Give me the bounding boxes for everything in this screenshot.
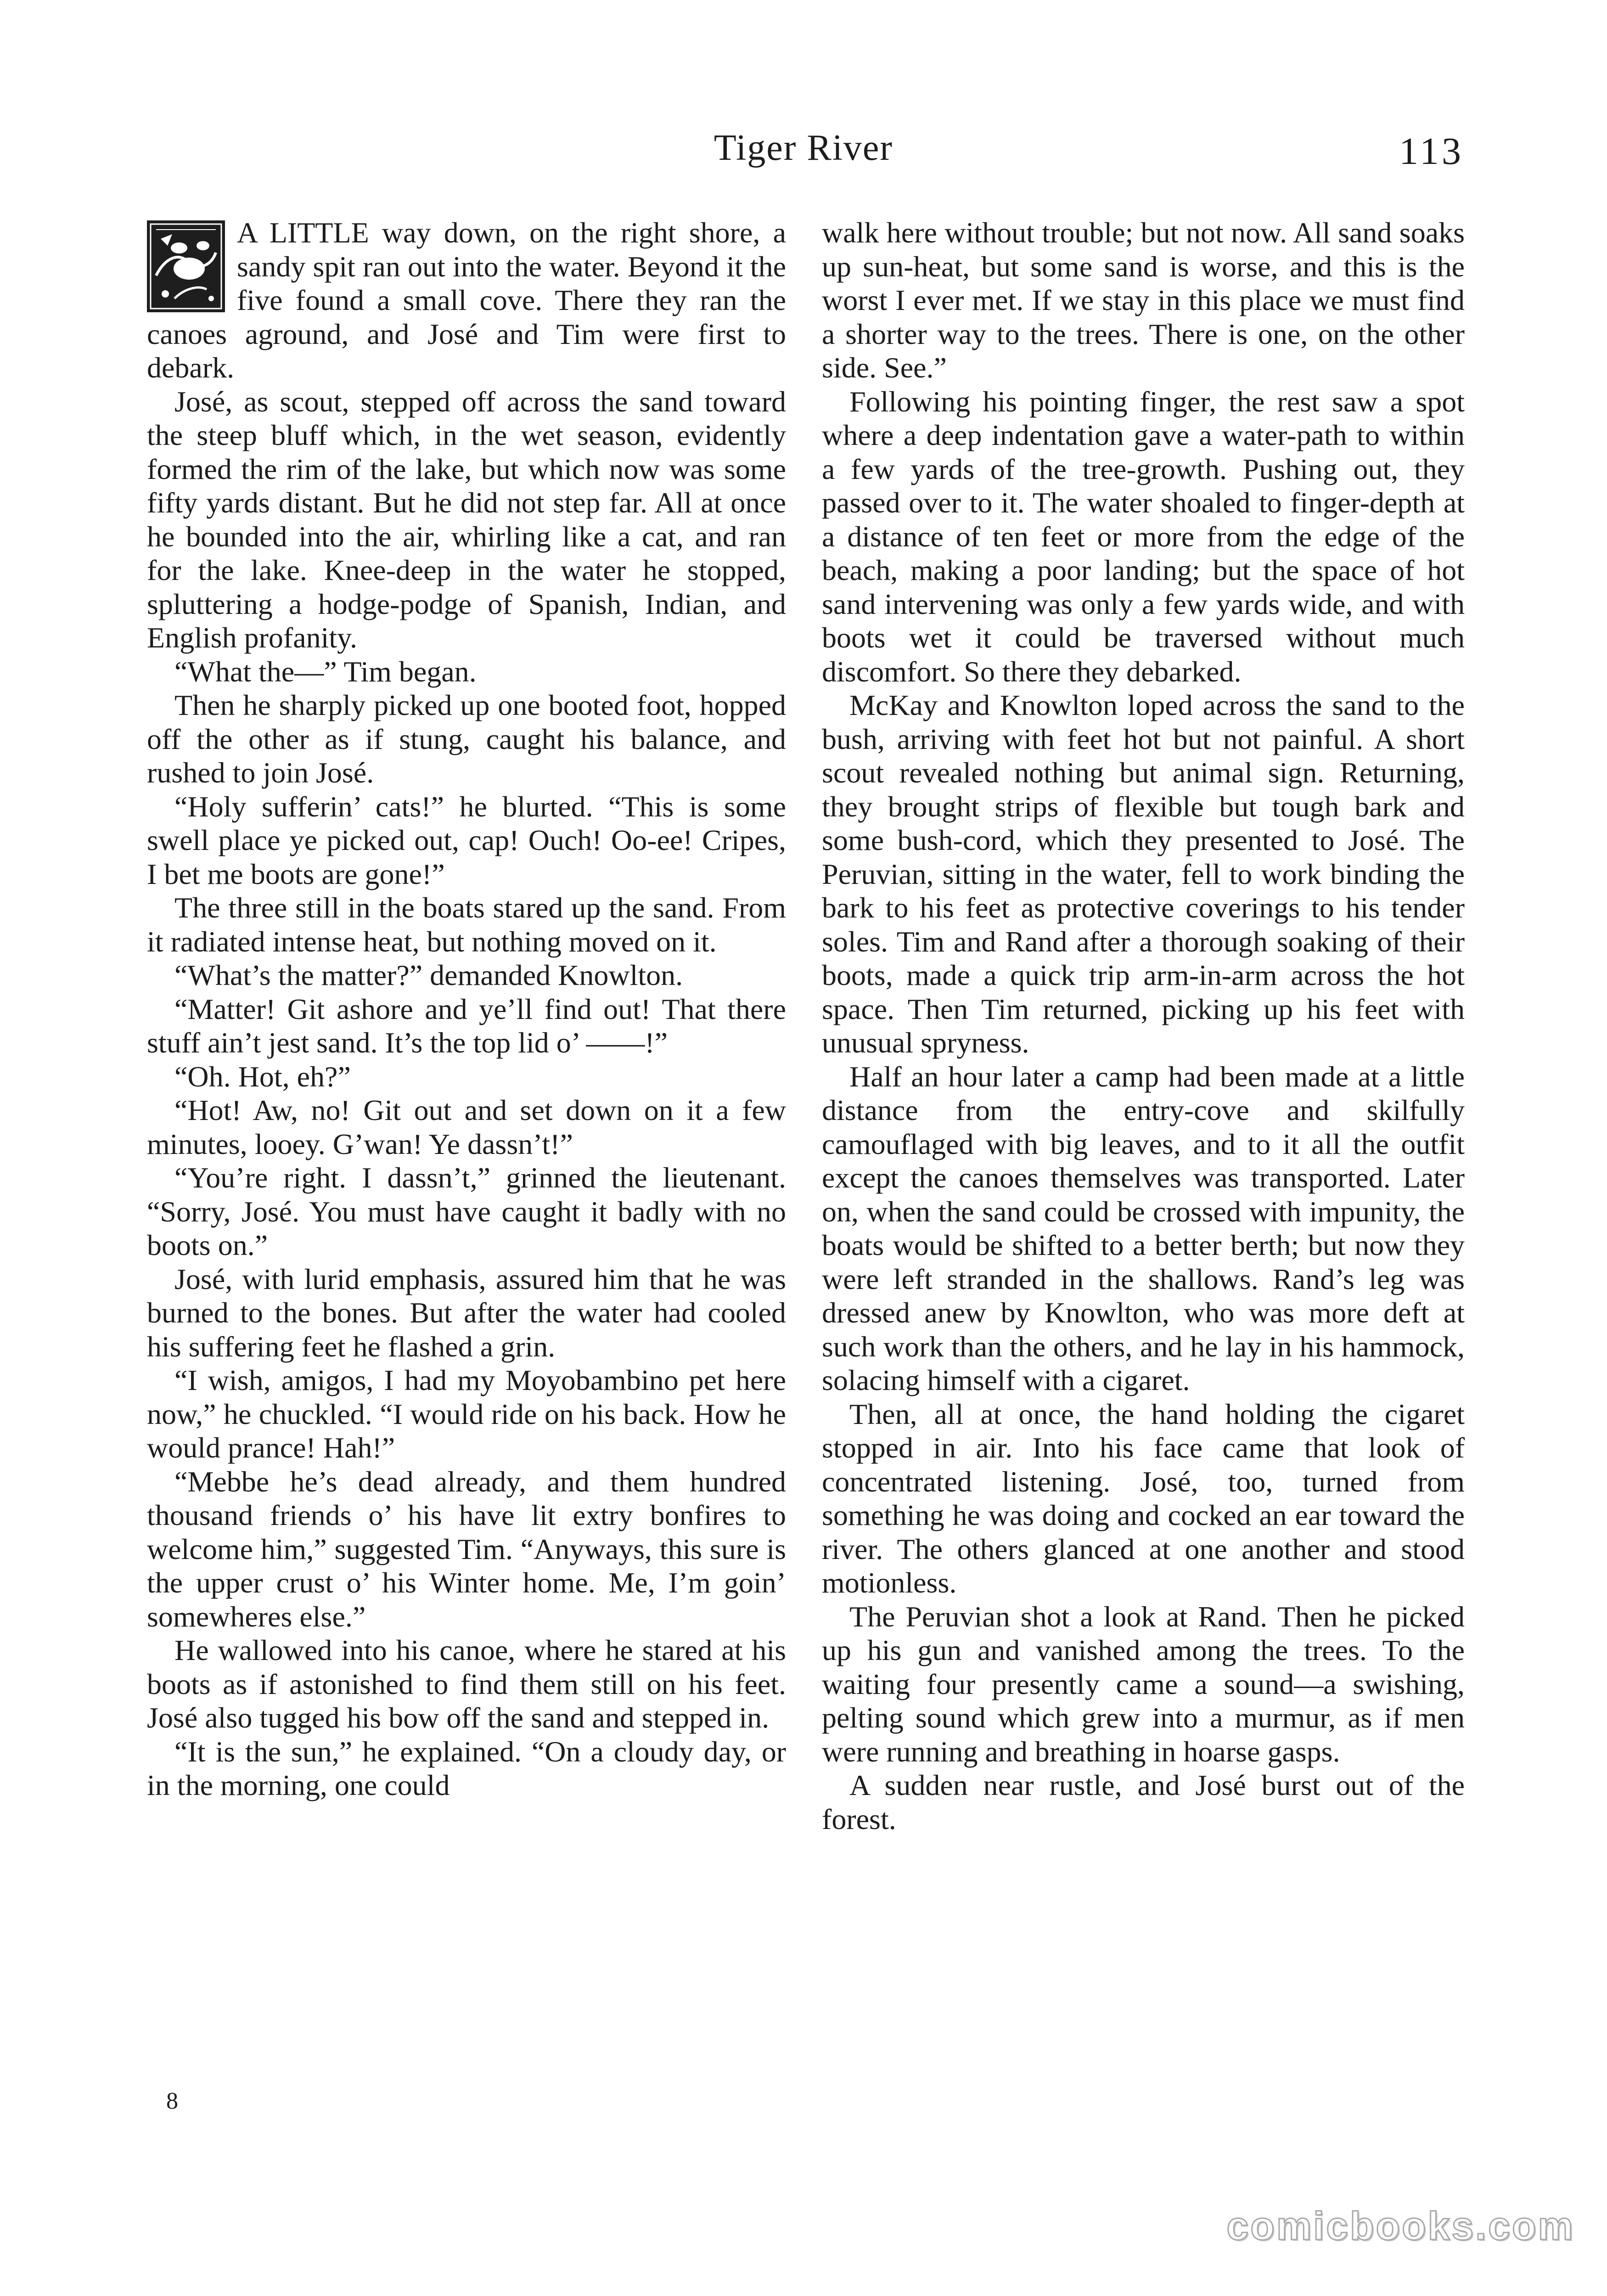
paragraph: He wallowed into his canoe, where he stared at his boots as if astonished to find them still on his feet. José also tugged his bow off the sand and stepped in. [147,1634,786,1734]
paragraph: The three still in the boats stared up the sand. From it radiated intense heat, but nothing moved on it. [147,891,786,958]
paragraph: walk here without trouble; but not now. All sand soaks up sun-heat, but some sand is worse, and this is the worst I ever met. If we stay in this place we must find a shorter way to the trees. There is one, on the other side. See.” [822,216,1465,384]
paragraph: A LITTLE way down, on the right shore, a sandy spit ran out into the water. Beyond it the five found a small cove. There they ran the canoes aground, and José and Tim were first to debark. [147,216,786,384]
paragraph: “Matter! Git ashore and ye’ll find out! That there stuff ain’t jest sand. It’s the top lid o’ ——!” [147,992,786,1059]
paragraph: The Peruvian shot a look at Rand. Then he picked up his gun and vanished among the trees. To the waiting four presently came a sound—a swishing, pelting sound which grew into a murmur, as if men were running and breathing in hoarse gasps. [822,1600,1465,1768]
paragraph: “What’s the matter?” demanded Knowlton. [174,959,683,991]
decorative-ornament-icon [147,220,225,312]
left-column [147,216,786,1802]
paragraph: “Holy sufferin’ cats!” he blurted. “This is some swell place ye picked out, cap! Ouch! Oo-ee! Cripes, I bet me boots are gone!” [147,790,786,890]
paragraph: Then, all at once, the hand holding the cigaret stopped in air. Into his face came that look of concentrated listening. José, too, turned from something he was doing and cocked an ear toward the river. The others glanced at one another and stood motionless. [822,1397,1465,1599]
paragraph: A sudden near rustle, and José burst out of the forest. [822,1769,1465,1835]
paragraph: “I wish, amigos, I had my Moyobambino pet here now,” he chuckled. “I would ride on his back. How he would prance! Hah!” [147,1364,786,1464]
running-title: Tiger River [714,128,893,168]
watermark: comicbooks.com [1226,2204,1575,2248]
right-column [822,216,1465,1836]
paragraph: McKay and Knowlton loped across the sand to the bush, arriving with feet hot but not painful. A short scout revealed nothing but animal sign. Returning, they brought strips of flexible but tough bark and some bush-cord, which they presented to José. The Peruvian, sitting in the water, fell to work binding the bark to his feet as protective coverings to his tender soles. Tim and Rand after a thorough soaking of their boots, made a quick trip arm-in-arm across the hot space. Then Tim returned, picking up his feet with unusual spryness. [822,689,1465,1059]
paragraph: José, as scout, stepped off across the sand toward the steep bluff which, in the wet season, evidently formed the rim of the lake, but which now was some fifty yards distant. But he did not step far. All at once he bounded into the air, whirling like a cat, and ran for the lake. Knee-deep in the water he stopped, spluttering a hodge-podge of Spanish, Indian, and English profanity. [147,385,786,654]
paragraph: “What the—” Tim began. [174,655,477,688]
paragraph: “You’re right. I dassn’t,” grinned the lieutenant. “Sorry, José. You must have caught it badly with no boots on.” [147,1161,786,1261]
paragraph: “Oh. Hot, eh?” [174,1060,351,1093]
paragraph: “It is the sun,” he explained. “On a cloudy day, or in the morning, one could [147,1735,786,1801]
paragraph: Half an hour later a camp had been made at a little distance from the entry-cove and skilfully camouflaged with big leaves, and to it all the outfit except the canoes themselves was transported. Later on, when the sand could be crossed with impunity, the boats would be shifted to a better berth; but now they were left stranded in the shallows. Rand’s leg was dressed anew by Knowlton, who was more deft at such work than the others, and he lay in his hammock, solacing himself with a cigaret. [822,1060,1465,1396]
signature-mark: 8 [166,2088,178,2114]
paragraph: José, with lurid emphasis, assured him that he was burned to the bones. But after the water had cooled his suffering feet he flashed a grin. [147,1262,786,1363]
paragraph: Then he sharply picked up one booted foot, hopped off the other as if stung, caught his balance, and rushed to join José. [147,689,786,789]
page-number: 113 [1399,130,1464,173]
paragraph: Following his pointing finger, the rest saw a spot where a deep indentation gave a water-path to within a few yards of the tree-growth. Pushing out, they passed over to it. The water shoaled to finger-depth at a distance of ten feet or more from the edge of the beach, making a poor landing; but the space of hot sand intervening was only a few yards wide, and with boots wet it could be traversed without much discomfort. So there they debarked. [822,385,1465,688]
paragraph: “Hot! Aw, no! Git out and set down on it a few minutes, looey. G’wan! Ye dassn’t!” [147,1094,786,1160]
paragraph: “Mebbe he’s dead already, and them hundred thousand friends o’ his have lit extry bonfires to welcome him,” suggested Tim. “Anyways, this sure is the upper crust o’ his Winter home. Me, I’m goin’ somewheres else.” [147,1465,786,1633]
